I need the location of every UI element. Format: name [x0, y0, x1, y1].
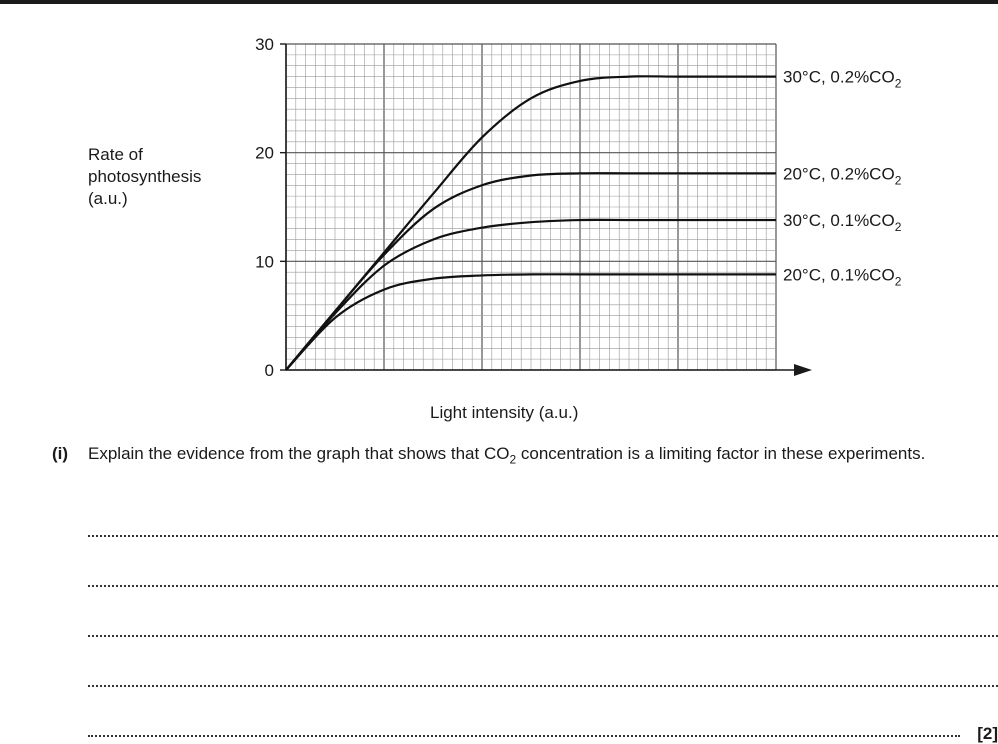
y-tick-label: 10 [255, 252, 274, 272]
series-label-1: 30°C, $0.2\%CO_2$ [783, 67, 902, 91]
x-axis-label-unit: (a.u.) [538, 403, 579, 422]
y-axis-label-line-3: (a.u.) [88, 189, 128, 208]
y-axis-label [88, 144, 201, 210]
chart-series-labels [783, 68, 902, 289]
marks-label: [2] [977, 724, 998, 743]
chart-grid [286, 44, 776, 370]
answer-line[interactable] [88, 635, 998, 637]
series-label-4: 20°C, $0.1\%CO_2$ [783, 265, 902, 289]
x-axis-label [430, 403, 578, 423]
y-tick-label: 0 [264, 361, 274, 380]
answer-line[interactable] [88, 735, 960, 737]
series-label-3: 30°C, $0.1\%CO_2$ [783, 211, 902, 235]
chart-axes [255, 35, 812, 380]
y-tick-label: 30 [255, 35, 274, 54]
question-number: (i) [52, 444, 69, 463]
question-text [88, 443, 978, 470]
x-axis-label-text: Light intensity [430, 403, 534, 422]
y-axis-label-line-2: photosynthesis [88, 167, 202, 186]
series-label-2: 20°C, $0.2\%CO_2$ [783, 164, 902, 188]
x-axis-arrow [794, 364, 812, 376]
y-axis-label-line-1: Rate of [88, 145, 143, 164]
answer-line[interactable] [88, 685, 998, 687]
answer-line[interactable] [88, 585, 998, 587]
question-text-after: concentration is a limiting factor in these experiments. [516, 444, 926, 463]
question-text-before: Explain the evidence from the graph that shows that CO [88, 444, 510, 463]
answer-line[interactable] [88, 535, 998, 537]
question-text-subscript: 2 [509, 452, 517, 467]
y-tick-label: 20 [255, 143, 274, 163]
